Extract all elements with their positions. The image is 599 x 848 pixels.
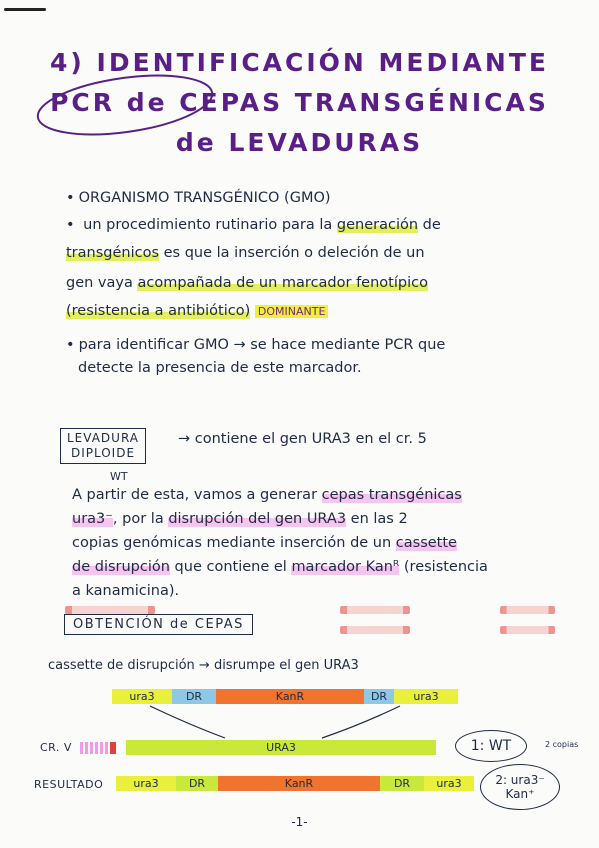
text-span: (resistencia <box>399 559 488 575</box>
bubble-wt <box>455 730 527 762</box>
obtencion-heading-text: OBTENCIÓN de CEPAS <box>73 617 244 632</box>
chr-gene-bar: URA3 <box>126 740 436 755</box>
text-span: de <box>418 217 441 233</box>
levadura-label: LEVADURA <box>67 431 140 445</box>
highlight-transgenicos: transgénicos <box>66 245 160 261</box>
result-label: RESULTADO <box>34 778 104 791</box>
dominante-badge: DOMINANTE <box>255 305 329 318</box>
highlight-cassette: cassette <box>395 535 457 551</box>
bubble-wt-text: 1: WT <box>470 738 512 754</box>
highlight-generacion: generación <box>336 217 419 233</box>
text-span: un procedimiento rutinario para la <box>83 217 337 233</box>
title-line-2: PCR de CEPAS TRANSGÉNICAS <box>50 88 549 117</box>
bubble-ura3-text: 2: ura3⁻ <box>495 773 545 787</box>
text-span: es que la inserción o deleción de un <box>159 245 425 261</box>
cassette-seg-ura3-left: ura3 <box>112 689 172 704</box>
text-span: para identificar GMO → se hace mediante PCR que <box>78 337 446 353</box>
diploide-label: DIPLOIDE <box>70 446 136 460</box>
cassette-seg-ura3-right: ura3 <box>394 689 458 704</box>
highlight-resistencia: (resistencia a antibiótico) <box>66 303 251 319</box>
levadura-para-l5: a kanamicina). <box>72 583 180 599</box>
cassette-seg-dr-left: DR <box>172 689 216 704</box>
highlight-de-disrupcion: de disrupción <box>72 559 170 575</box>
result-seg-ura3-left: ura3 <box>116 776 176 791</box>
highlight-marcador: acompañada de un marcador fenotípico <box>137 275 428 291</box>
text-span: , por la <box>112 511 169 527</box>
result-seg-ura3-right: ura3 <box>424 776 474 791</box>
text-span: gen vaya <box>66 275 138 291</box>
cassette-text: cassette de disrupción → disrumpe el gen URA3 <box>48 658 359 673</box>
bubble-ura3 <box>480 764 560 810</box>
text-span: detecte la presencia de este marcador. <box>78 360 362 376</box>
chr-left-marks <box>80 742 108 754</box>
wt-label: WT <box>110 470 128 483</box>
text-span: que contiene el <box>169 559 292 575</box>
bullet-gmo-text: ORGANISMO TRANSGÉNICO (GMO) <box>78 190 331 206</box>
copias-note: 2 copias <box>545 740 579 749</box>
result-seg-dr-left: DR <box>176 776 218 791</box>
cassette-seg-kanr: KanR <box>216 689 364 704</box>
text-span: copias genómicas mediante inserción de un <box>72 535 396 551</box>
page-number: -1- <box>291 815 308 829</box>
bubble-kan-text: Kan⁺ <box>505 787 535 801</box>
result-seg-kanr: KanR <box>218 776 380 791</box>
cassette-seg-dr-right: DR <box>364 689 394 704</box>
title-line-3: de LEVADURAS <box>175 128 424 157</box>
highlight-kanr: marcador Kanᴿ <box>291 559 400 575</box>
highlight-disrupcion: disrupción del gen URA3 <box>168 511 347 527</box>
text-span: A partir de esta, vamos a generar <box>72 487 322 503</box>
text-span: en las 2 <box>346 511 408 527</box>
result-seg-dr-right: DR <box>380 776 424 791</box>
chr-red-marker <box>110 742 116 754</box>
levadura-arrow-text: → contiene el gen URA3 en el cr. 5 <box>178 431 427 447</box>
result-bar <box>116 776 474 791</box>
highlight-cepas: cepas transgénicas <box>321 487 462 503</box>
chr-label: CR. V <box>40 741 72 754</box>
highlight-ura3: ura3⁻ <box>72 511 113 527</box>
title-line-1: 4) IDENTIFICACIÓN MEDIANTE <box>50 48 549 77</box>
